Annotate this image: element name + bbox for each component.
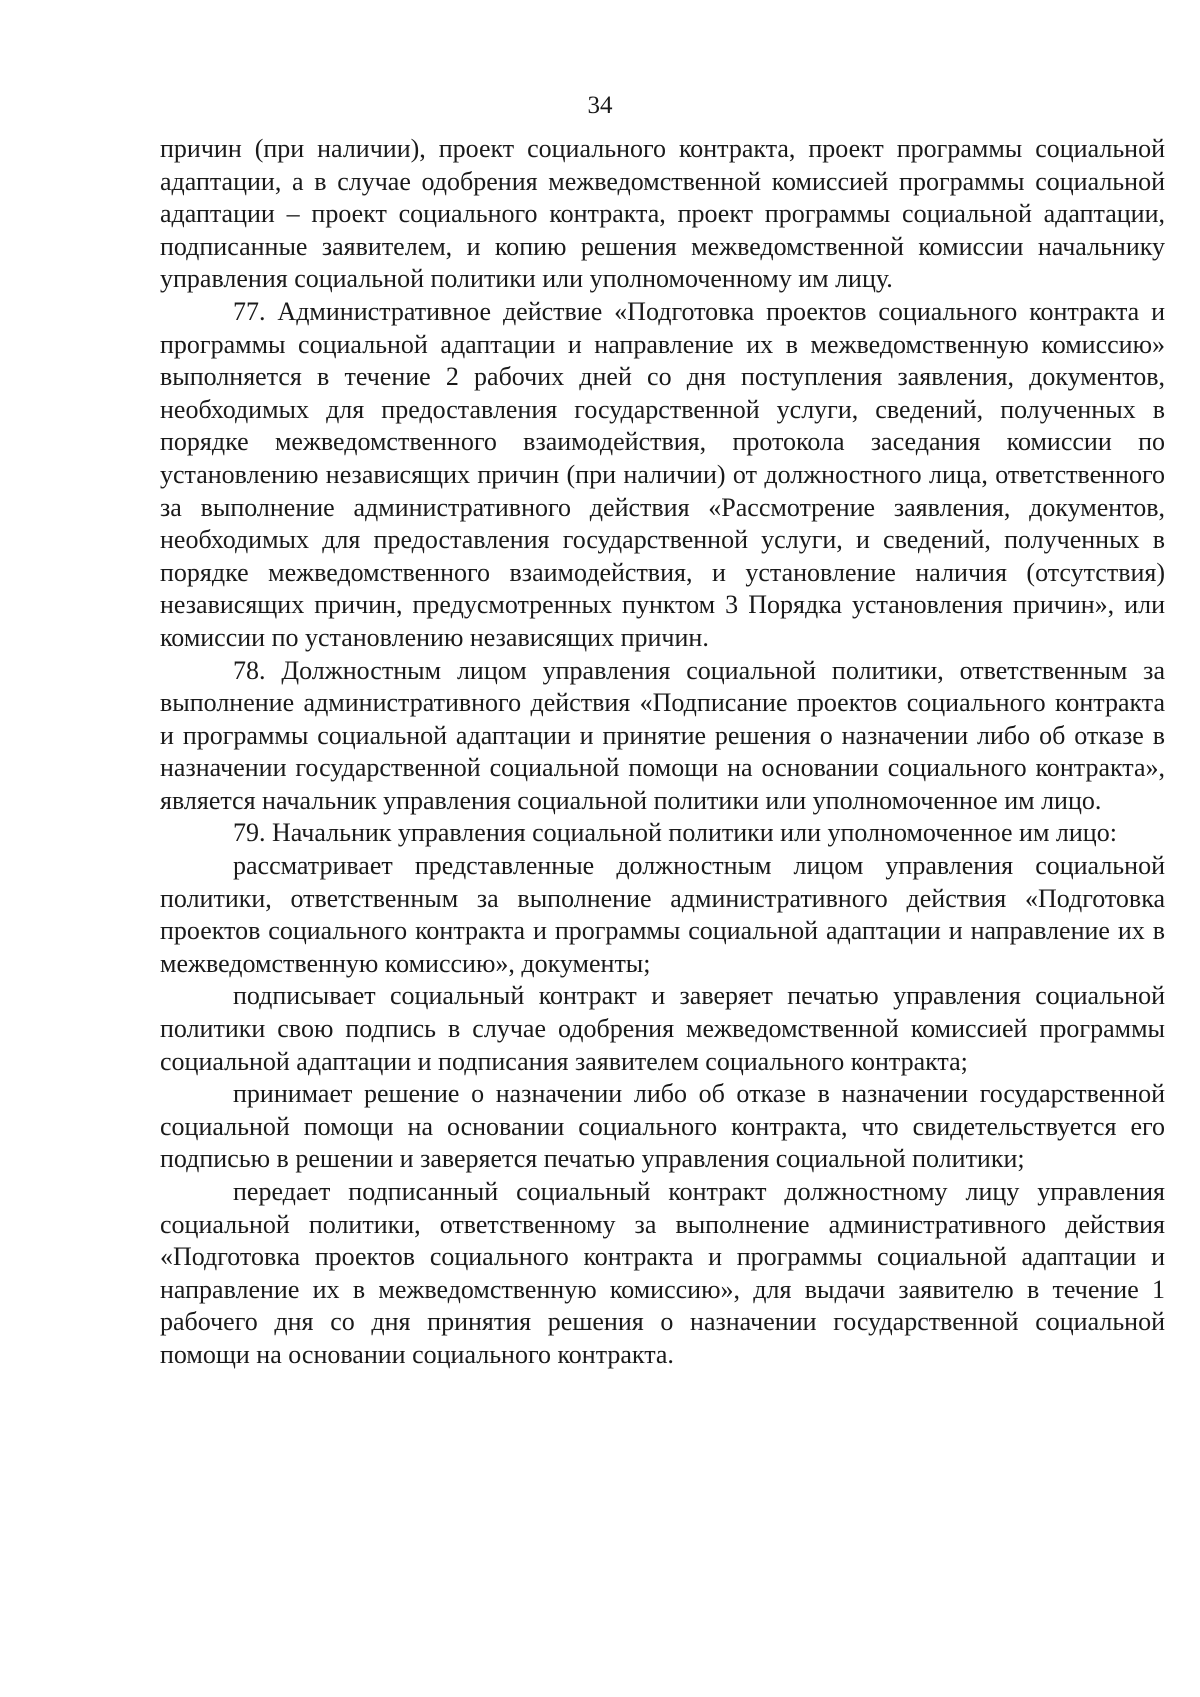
paragraph-item-79-reviews: рассматривает представленные должностным лицом управления социальной политики, ответственным за выполнение административного действия «Подготовка проектов социального контракта и программы социальной адаптации и направление их в межведомственную комиссию», документы; xyxy=(160,851,1165,978)
paragraph-item-79: 79. Начальник управления социальной политики или уполномоченное им лицо: xyxy=(233,818,1117,848)
paragraph-item-79-decides: принимает решение о назначении либо об отказе в назначении государственной социальной помощи на основании социального контракта, что свидетельствуется его подписью в решении и заверяется печатью управления социальной политики; xyxy=(160,1079,1165,1174)
paragraph-item-79-signs: подписывает социальный контракт и заверяет печатью управления социальной политики свою подпись в случае одобрения межведомственной комиссией программы социальной адаптации и подписания заявителем социального контракта; xyxy=(160,981,1165,1076)
paragraph-item-78: 78. Должностным лицом управления социальной политики, ответственным за выполнение административного действия «Подписание проектов социального контракта и программы социальной адаптации и принятие решения о назначении либо об отказе в назначении государственной социальной помощи на основании социального контракта», является начальник управления социальной политики или уполномоченное им лицо. xyxy=(160,655,1165,815)
paragraph-item-77: 77. Административное действие «Подготовка проектов социального контракта и программы социальной адаптации и направление их в межведомственную комиссию» выполняется в течение 2 рабочих дней со дня поступления заявления, документов, необходимых для предоставления государственной услуги, сведений, полученных в порядке межведомственного взаимодействия, протокола заседания комиссии по установлению независящих причин (при наличии) от должностного лица, ответственного за выполнение административного действия «Рассмотрение заявления, документов, необходимых для предоставления государственной услуги, и сведений, полученных в порядке межведомственного взаимодействия, и установление наличия (отсутствия) независящих причин, предусмотренных пунктом 3 Порядка установления причин», или комиссии по установлению независящих причин. xyxy=(160,296,1165,652)
paragraph-item-79-transfers: передает подписанный социальный контракт должностному лицу управления социальной политики, ответственному за выполнение административного действия «Подготовка проектов социального контракта и программы социальной адаптации и направление их в межведомственную комиссию», для выдачи заявителю в течение 1 рабочего дня со дня принятия решения о назначении государственной социальной помощи на основании социального контракта. xyxy=(160,1177,1165,1369)
document-body xyxy=(160,133,1165,1372)
paragraph-continuation: причин (при наличии), проект социального контракта, проект программы социальной адаптации, а в случае одобрения межведомственной комиссией программы социальной адаптации – проект социального контракта, проект программы социальной адаптации, подписанные заявителем, и копию решения межведомственной комиссии начальнику управления социальной политики или уполномоченному им лицу. xyxy=(160,134,1165,294)
page-number: 34 xyxy=(587,92,613,119)
